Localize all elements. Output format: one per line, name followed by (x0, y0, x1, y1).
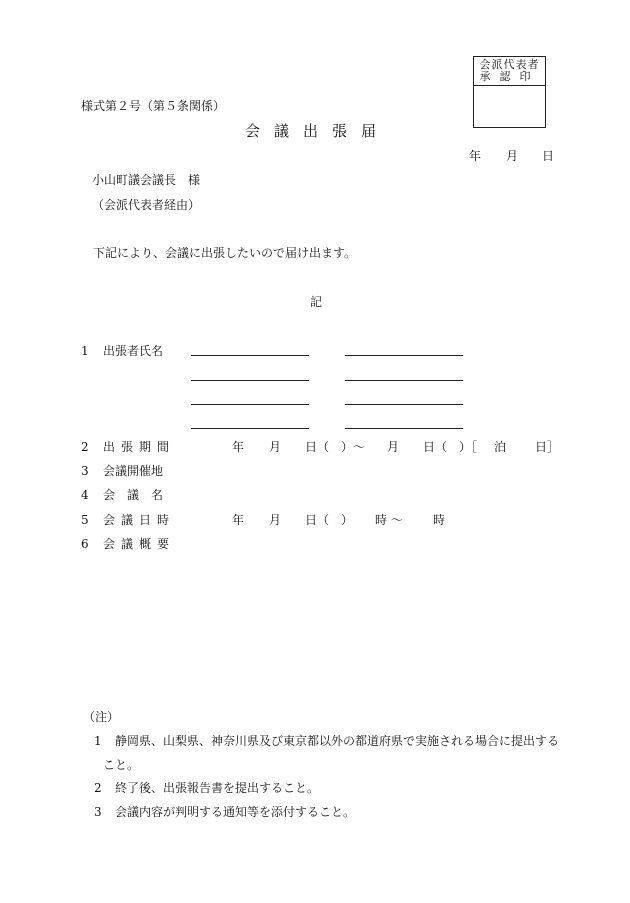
period-month-1: 月 (269, 440, 282, 454)
item-label-period: 出張期間 (103, 440, 176, 454)
meeting-year: 年 (232, 513, 245, 527)
name-field-line[interactable] (191, 404, 309, 405)
name-field-line[interactable] (345, 404, 463, 405)
name-field-line[interactable] (345, 428, 463, 429)
date-day: 日 (542, 149, 555, 163)
approval-stamp-header (474, 57, 545, 86)
note-text-2: 終了後、出張報告書を提出すること。 (115, 781, 320, 795)
period-year: 年 (232, 440, 245, 454)
period-day-1: 日（ ）～ (305, 440, 366, 454)
meeting-start-hour: 時 ～ (375, 513, 403, 527)
item-number-2: 2 (81, 440, 89, 454)
addressee: 小山町議会議長 様 (92, 173, 201, 187)
approval-stamp-label-1: 会派代表者 (479, 58, 540, 71)
period-month-2: 月 (387, 440, 400, 454)
note-number-1: 1 (94, 734, 102, 748)
period-day-2: 日（ ）［ (423, 440, 478, 454)
name-field-line[interactable] (191, 428, 309, 429)
item-number-1: 1 (81, 344, 89, 358)
item-number-5: 5 (81, 513, 89, 527)
meeting-month: 月 (269, 513, 282, 527)
item-label-meeting-name: 会議名 (103, 488, 176, 502)
approval-stamp-label-2: 承認印 (479, 70, 540, 83)
name-field-line[interactable] (345, 355, 463, 356)
note-text-3: 会議内容が判明する通知等を添付すること。 (115, 805, 356, 819)
date-year: 年 (469, 149, 482, 163)
approval-stamp-box (473, 56, 546, 128)
form-number: 様式第２号（第５条関係） (81, 99, 226, 113)
note-number-2: 2 (94, 781, 102, 795)
notes-heading: （注） (83, 710, 120, 724)
name-field-line[interactable] (345, 380, 463, 381)
note-number-3: 3 (94, 805, 102, 819)
intro-text: 下記により、会議に出張したいので届け出ます。 (93, 246, 357, 260)
item-label-venue: 会議開催地 (103, 464, 164, 478)
document-title: 会議出張届 (245, 122, 391, 140)
item-label-meeting-datetime: 会議日時 (103, 513, 176, 527)
date-month: 月 (506, 149, 519, 163)
name-field-line[interactable] (191, 380, 309, 381)
meeting-end-hour: 時 (433, 513, 446, 527)
period-days: 日］ (535, 440, 560, 454)
via-note: （会派代表者経由） (92, 198, 201, 212)
meeting-day: 日（ ） (305, 513, 354, 527)
item-label-overview: 会議概要 (103, 537, 176, 551)
note-text-1: 静岡県、山梨県、神奈川県及び東京都以外の都道府県で実施される場合に提出する (115, 734, 560, 748)
name-field-line[interactable] (191, 355, 309, 356)
note-text-1-continued: こと。 (103, 758, 140, 772)
ki-heading: 記 (310, 295, 323, 309)
item-label-travelers: 出張者氏名 (103, 344, 164, 358)
period-nights: 泊 (494, 440, 507, 454)
item-number-4: 4 (81, 488, 89, 502)
item-number-3: 3 (81, 464, 89, 478)
item-number-6: 6 (81, 537, 89, 551)
